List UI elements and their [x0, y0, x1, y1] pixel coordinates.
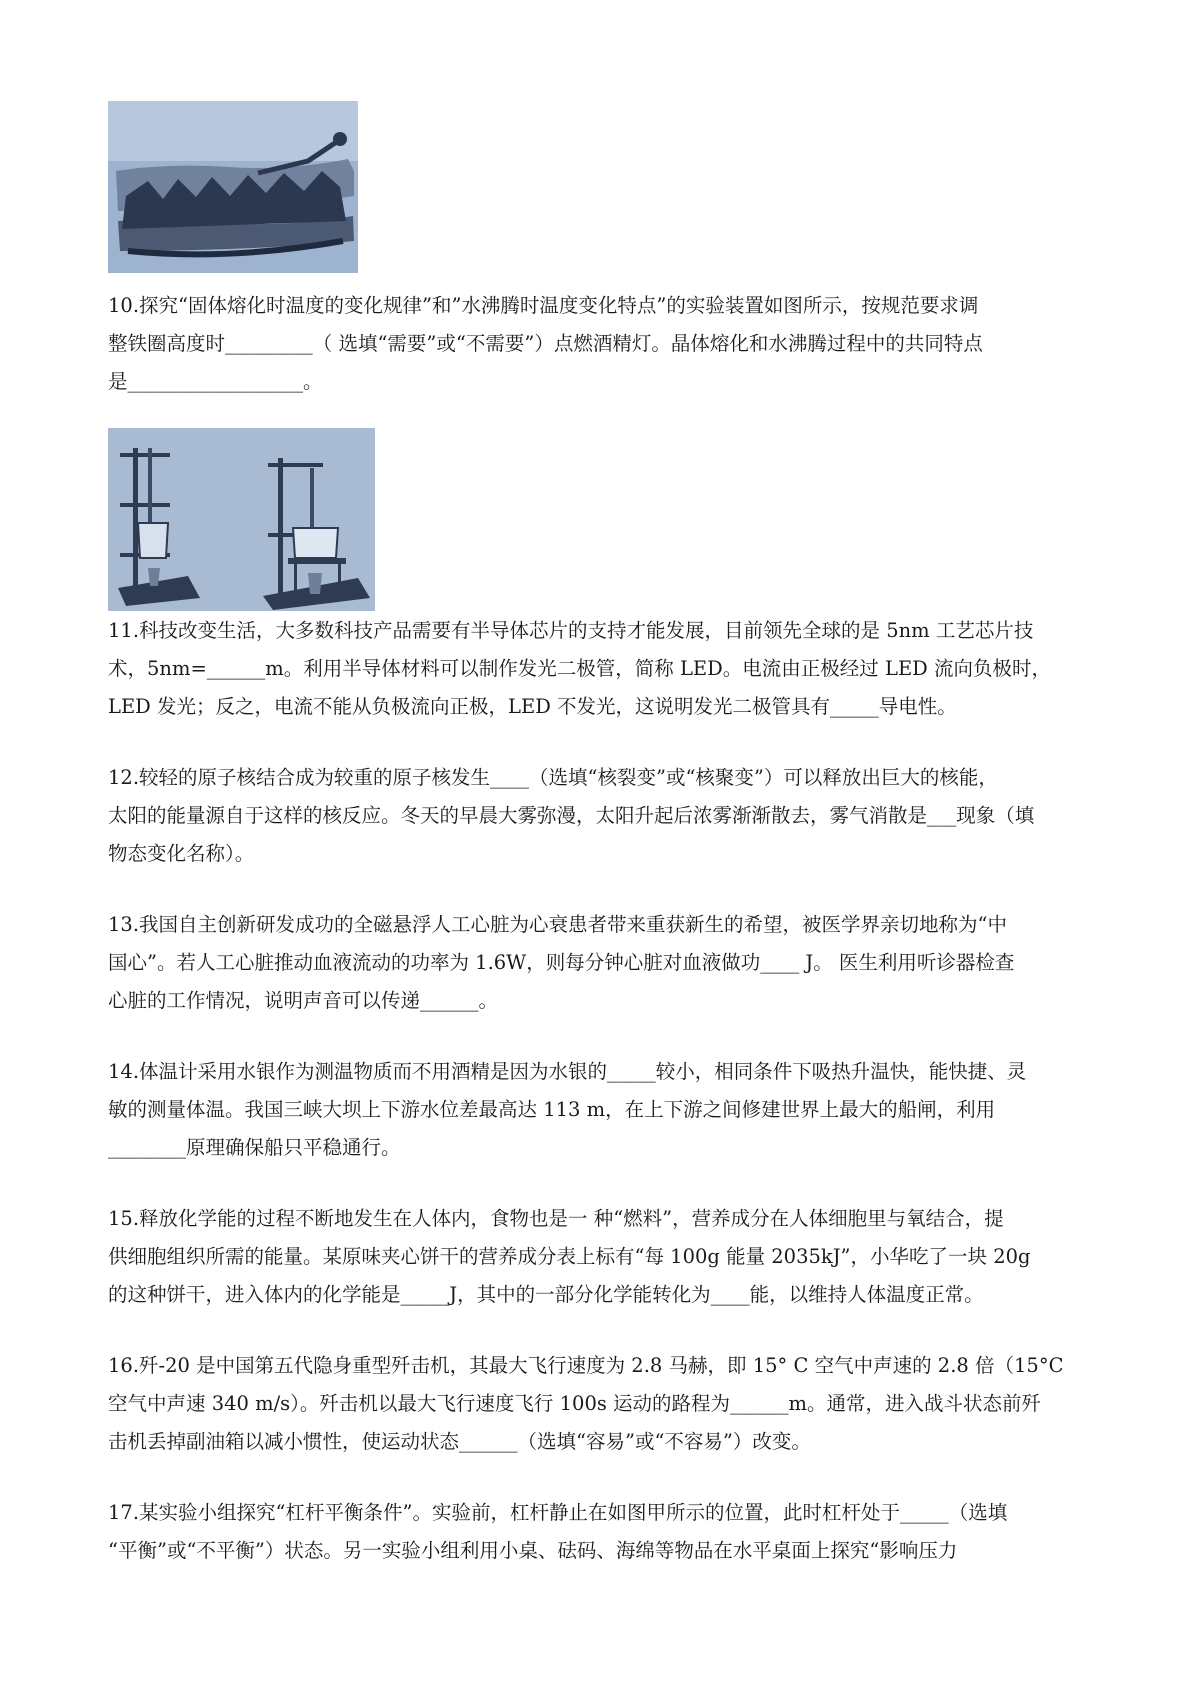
lab-apparatus-photo-icon: [108, 428, 375, 611]
question-13: [108, 906, 1098, 1020]
answer-blank: ______: [206, 657, 266, 680]
question-10-text: 是: [108, 370, 128, 393]
question-13-line-2: 国心”。若人工心脏推动血液流动的功率为 1.6W，则每分钟心脏对血液做功____ J。 医生利用听诊器检查: [108, 951, 1015, 974]
answer-blank: _________: [225, 332, 313, 355]
question-15-line-1: 15.释放化学能的过程不断地发生在人体内，食物也是一 种“燃料”，营养成分在人体细胞里与氧结合，提: [108, 1207, 1004, 1230]
question-11-line-1: 11.科技改变生活，大多数科技产品需要有半导体芯片的支持才能发展，目前领先全球的是 5nm 工艺芯片技: [108, 619, 1034, 642]
question-14-line-2: 敏的测量体温。我国三峡大坝上下游水位差最高达 113 m，在上下游之间修建世界上最大的船闸，利用: [108, 1098, 996, 1121]
question-10-line-3: [108, 363, 1098, 401]
question-11-text: 导电性。: [878, 695, 957, 718]
question-13-line-3: 心脏的工作情况，说明声音可以传递______。: [108, 989, 499, 1012]
question-13-line-1: 13.我国自主创新研发成功的全磁悬浮人工心脏为心衰患者带来重获新生的希望，被医学界亲切地称为“中: [108, 913, 1007, 936]
question-16-line-1: 16.歼-20 是中国第五代隐身重型歼击机，其最大飞行速度为 2.8 马赫，即 15° C 空气中声速的 2.8 倍（15°C: [108, 1354, 1064, 1377]
question-11-text: 术，5nm=: [108, 657, 207, 680]
question-16-line-3: 击机丢掉副油箱以减小惯性，使运动状态______（选填“容易”或“不容易”）改变。: [108, 1430, 811, 1453]
dragon-boat-photo-icon: [108, 101, 358, 273]
question-12-line-1: 12.较轻的原子核结合成为较重的原子核发生____（选填“核裂变”或“核聚变”）可以释放出巨大的核能，: [108, 766, 998, 789]
question-12-line-2: 太阳的能量源自于这样的核反应。冬天的早晨大雾弥漫，太阳升起后浓雾渐渐散去，雾气消散是___现象（填: [108, 804, 1035, 827]
question-14: [108, 1053, 1098, 1167]
question-11-line-2: [108, 650, 1098, 688]
question-11: [108, 612, 1098, 726]
question-10-text: 。: [303, 370, 323, 393]
question-11-text: LED 发光；反之，电流不能从负极流向正极，LED 不发光，这说明发光二极管具有: [108, 695, 831, 718]
question-10-line-2: [108, 325, 1098, 363]
question-17-line-1: 17.某实验小组探究“杠杆平衡条件”。实验前，杠杆静止在如图甲所示的位置，此时杠杆处于_____（选填: [108, 1501, 1008, 1524]
question-17-line-2: “平衡”或“不平衡”）状态。另一实验小组利用小桌、砝码、海绵等物品在水平桌面上探究“影响压力: [108, 1539, 958, 1562]
question-11-line-3: [108, 688, 1098, 726]
question-10-text: （ 选填“需要”或“不需要”）点燃酒精灯。晶体熔化和水沸腾过程中的共同特点: [312, 332, 983, 355]
question-16: [108, 1347, 1098, 1461]
question-17: [108, 1494, 1098, 1570]
question-15-line-3: 的这种饼干，进入体内的化学能是_____J，其中的一部分化学能转化为____能，以维持人体温度正常。: [108, 1283, 984, 1306]
question-16-line-2: 空气中声速 340 m/s）。歼击机以最大飞行速度飞行 100s 运动的路程为______m。通常，进入战斗状态前歼: [108, 1392, 1042, 1415]
question-10: [108, 287, 1098, 401]
question-14-line-1: 14.体温计采用水银作为测温物质而不用酒精是因为水银的_____较小，相同条件下吸热升温快，能快捷、灵: [108, 1060, 1027, 1083]
question-10-line-1: 10.探究“固体熔化时温度的变化规律”和”水沸腾时温度变化特点”的实验装置如图所示，按规范要求调: [108, 294, 979, 317]
question-15-line-2: 供细胞组织所需的能量。某原味夹心饼干的营养成分表上标有“每 100g 能量 2035kJ”，小华吃了一块 20g: [108, 1245, 1031, 1268]
answer-blank: _____: [830, 695, 879, 718]
question-12: [108, 759, 1098, 873]
answer-blank: __________________: [127, 370, 304, 393]
question-11-text: m。利用半导体材料可以制作发光二极管，简称 LED。电流由正极经过 LED 流向负极时，: [265, 657, 1052, 680]
question-14-line-3: ________原理确保船只平稳通行。: [108, 1136, 401, 1159]
question-12-line-3: 物态变化名称）。: [108, 842, 255, 865]
question-10-text: 整铁圈高度时: [108, 332, 226, 355]
question-15: [108, 1200, 1098, 1314]
